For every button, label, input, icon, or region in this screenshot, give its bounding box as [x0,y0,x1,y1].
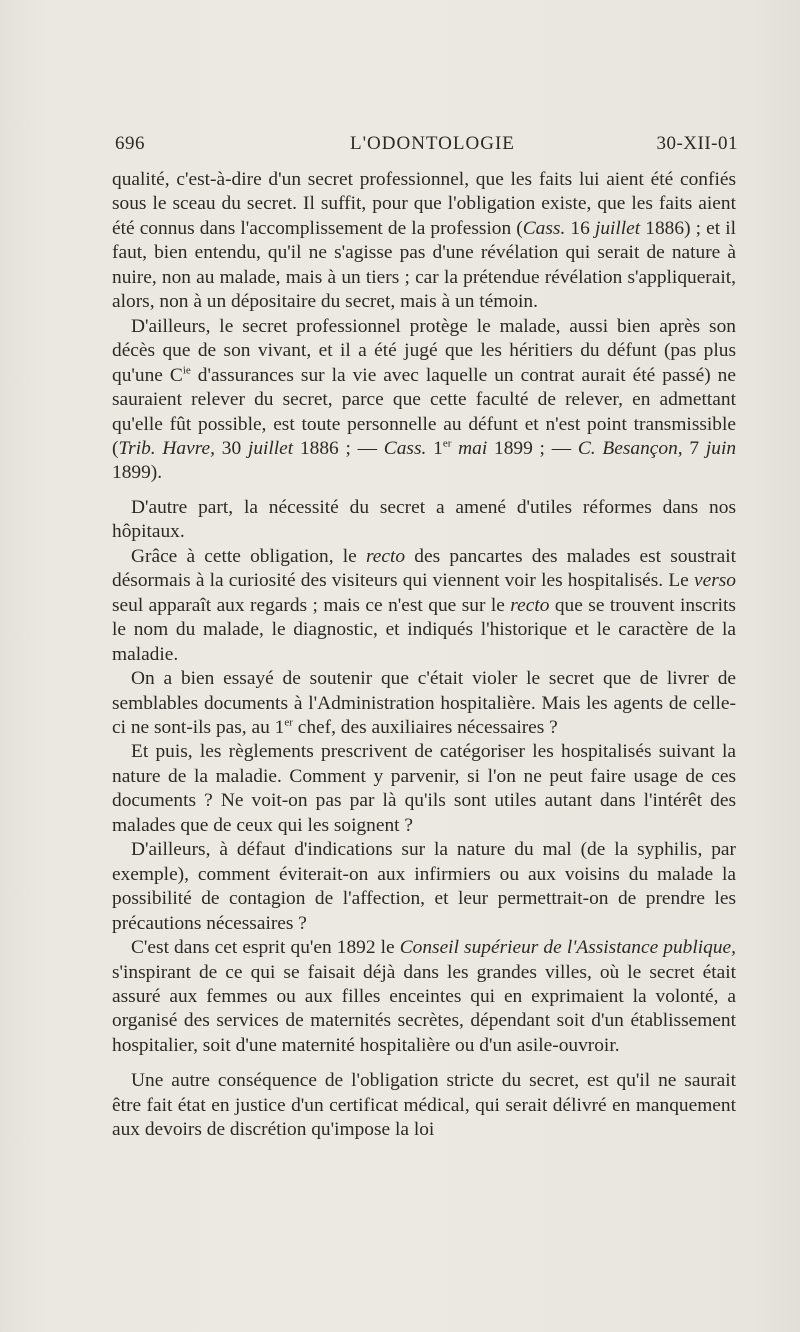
page-number: 696 [115,133,145,154]
running-header [115,133,738,157]
journal-title: L'ODONTOLOGIE [350,133,515,154]
paragraph-1: qualité, c'est-à-dire d'un secret professionnel, que les faits lui aient été confiés sous le sceau du secret. Il suffit, pour que l'obligation existe, que les faits aient été connus dans l'accomplissement de la profession (Cass. 16 juillet 1886) ; et il faut, bien entendu, qu'il ne s'agisse pas d'une révélation qui serait de nature à nuire, non au malade, mais à un tiers ; car la prétendue révélation s'appliquerait, alors, non à un dépositaire du secret, mais à un témoin. [112,169,736,313]
paragraph-4: Grâce à cette obligation, le recto des pancartes des malades est soustrait désormais à la curiosité des visiteurs qui viennent voir les hospitalisés. Le verso seul apparaît aux regards ; mais ce n'est que sur le recto que se trouvent inscrits le nom du malade, le diagnostic, et indiqués l'historique et le caractère de la maladie. [112,545,736,665]
paragraph-9: Une autre conséquence de l'obligation stricte du secret, est qu'il ne saurait être fait état en justice d'un certificat médical, qui serait délivré en manquement aux devoirs de discrétion qu'impose la loi [112,1070,736,1141]
paragraph-5: On a bien essayé de soutenir que c'était violer le secret que de livrer de semblables documents à l'Administration hospitalière. Mais les agents de celle-ci ne sont-ils pas, au 1er chef, des auxiliaires nécessaires ? [112,668,736,738]
article-body [112,168,736,1143]
paragraph-8: C'est dans cet esprit qu'en 1892 le Conseil supérieur de l'Assistance publique, s'inspirant de ce qui se faisait déjà dans les grandes villes, où le secret était assuré aux femmes ou aux filles enceintes qui en exprimaient la volonté, a organisé des services de maternités secrètes, dépendant soit d'un établissement hospitalier, soit d'une maternité hospitalière ou d'un asile-ouvroir. [112,937,736,1056]
paragraph-7: D'ailleurs, à défaut d'indications sur la nature du mal (de la syphilis, par exemple), comment éviterait-on aux infirmiers ou aux voisins du malade la possibilité de contagion de l'affection, et leur permettrait-on de prendre les précautions nécessaires ? [112,839,736,934]
issue-date: 30-XII-01 [656,133,738,154]
paragraph-3: D'autre part, la nécessité du secret a amené d'utiles réformes dans nos hôpitaux. [112,496,736,543]
paragraph-6: Et puis, les règlements prescrivent de catégoriser les hospitalisés suivant la nature de la maladie. Comment y parvenir, si l'on ne peut faire usage de ces documents ? Ne voit-on pas par là qu'ils sont utiles autant dans l'intérêt des malades que de ceux qui les soignent ? [112,741,736,836]
paragraph-2: D'ailleurs, le secret professionnel protège le malade, aussi bien après son décès que de son vivant, et il a été jugé que les héritiers du défunt (pas plus qu'une $C^{ie}$ d'assurances sur la vie avec laquelle un contrat aurait été passé) ne sauraient relever du secret, parce que cette faculté de relever, en admettant qu'elle fût possible, est toute personnelle au défunt et n'est point transmissible (Trib. Havre, 30 juillet 1886 ; — Cass. 1er mai 1899 ; — C. Besançon, 7 juin 1899). [112,315,737,484]
